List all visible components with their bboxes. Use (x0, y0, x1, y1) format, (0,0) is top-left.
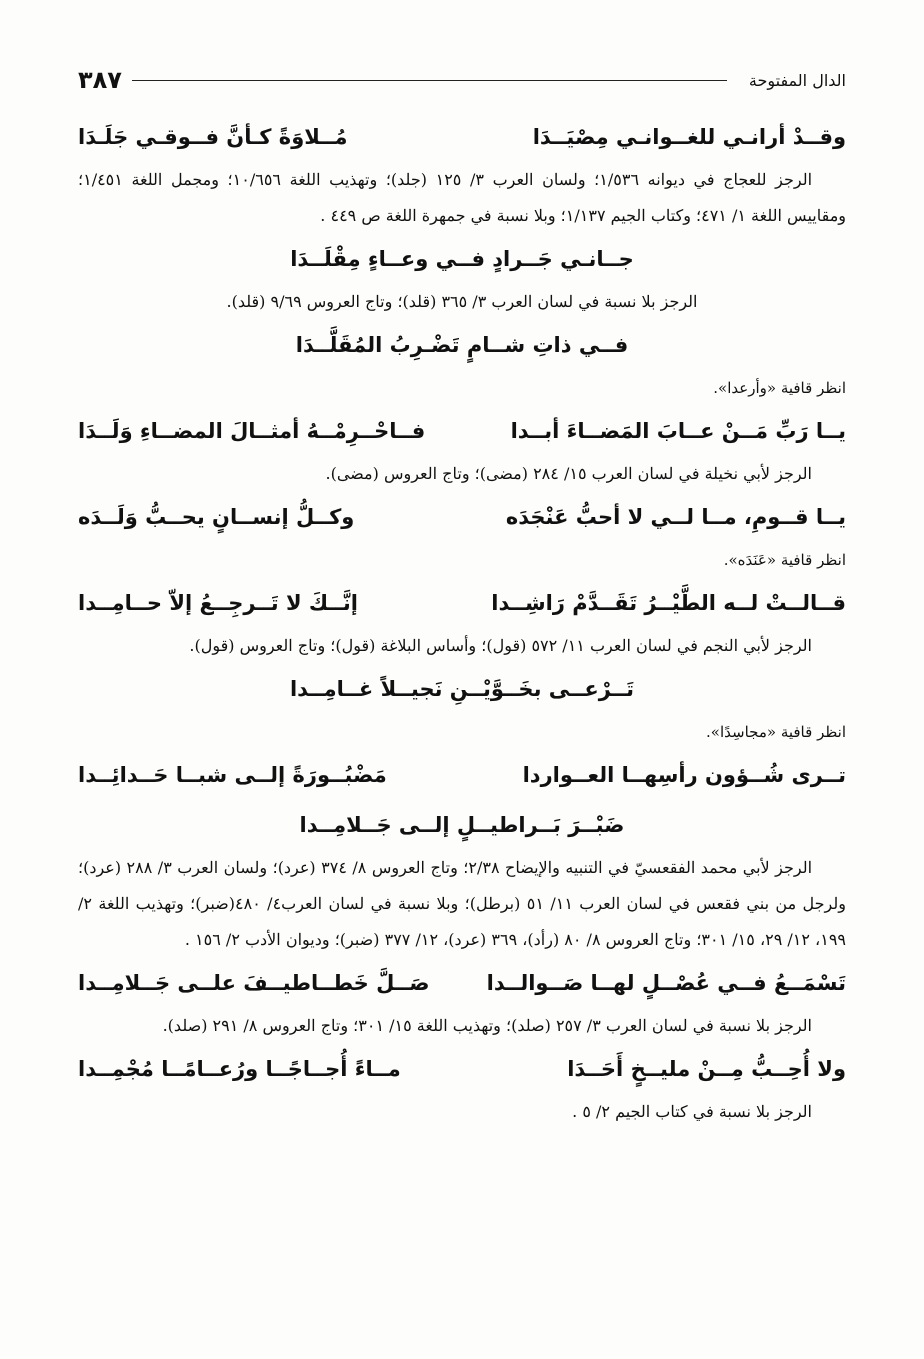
verse-second-hemistich: مــاءً أُجــاجًــا ورُعــامًــا مُجْمِــدا (78, 1057, 401, 1081)
verse-line (78, 1044, 846, 1094)
verse-line-centered: ضَبْــرَ بَــراطيــلٍ إلــى جَــلامِــدا (299, 813, 625, 837)
verse-first-hemistich: ولا أُحِــبُّ مِــنْ مليــخٍ أَحَــدَا (567, 1057, 846, 1081)
header-rule (132, 80, 727, 81)
verse-line (78, 492, 846, 542)
verse-line (78, 578, 846, 628)
source-note: الرجز بلا نسبة في لسان العرب ٣/ ٢٥٧ (صلد)؛ وتهذيب اللغة ١٥/ ٣٠١؛ وتاج العروس ٨/ ٢٩١ (صلد). (162, 1016, 812, 1035)
cross-reference: انظر قافية «وأرعدا». (713, 379, 846, 397)
verse-line (78, 750, 846, 800)
verse-second-hemistich: مَضْبُــورَةً إلــى شبــا حَــدائِــدا (78, 763, 387, 787)
verse-second-hemistich: إنَّــكَ لا تَــرجِــعُ إلاّ حــامِــدا (78, 591, 358, 615)
verse-line (78, 112, 846, 162)
cross-reference: انظر قافية «مجاسِدًا». (706, 723, 846, 741)
verse-first-hemistich: وقــدْ أرانـي للغــوانـي مِصْيَــدَا (532, 125, 846, 149)
verse-line-centered: جــانـي جَــرادٍ فــي وعــاءٍ مِقْلَــدَا (290, 247, 634, 271)
verse-line (78, 958, 846, 1008)
source-note: الرجز لأبي محمد الفقعسيّ في التنبيه والإيضاح ٢/٣٨؛ وتاج العروس ٨/ ٣٧٤ (عرد)؛ ولسان العرب ٣/ ٢٨٨ (عرد)؛ ولرجل من بني فقعس في لسان العرب ١١/ ٥١ (برطل)؛ وبلا نسبة في لسان العرب٤/ ٤٨٠(ضبر)؛ وتهذيب اللغة ٢/ ١٩٩، ١٢/ ٢٩، ١٥/ ٣٠١؛ وتاج العروس ٨/ ٨٠ (رأد)، ٣٦٩ (عرد)، ١٢/ ٣٧٧ (ضبر)؛ وديوان الأدب ٢/ ١٥٦ . (78, 858, 846, 949)
verse-second-hemistich: وكــلُّ إنســانٍ يحــبُّ وَلَــدَه (78, 505, 355, 529)
verse-first-hemistich: يــا قــومِ، مــا لــي لا أحبُّ عَنْجَدَه (505, 505, 846, 529)
verse-line-centered: فــي ذاتِ شــامٍ تَضْـرِبُ المُقَلَّــدَا (295, 333, 629, 357)
cross-reference: انظر قافية «عَنَدَه». (723, 551, 846, 569)
verse-first-hemistich: يــا رَبِّ مَــنْ عــابَ المَضــاءَ أبــدا (510, 419, 846, 443)
verse-line-centered: تَــرْعــى بخَــوَّيْــنِ نَجيــلاً غــامِــدا (289, 677, 635, 701)
verse-first-hemistich: تــرى شُــؤون رأسِهــا العــواردا (522, 763, 846, 787)
verse-line (78, 406, 846, 456)
verse-first-hemistich: تَسْمَــعُ فــي عُصْــلٍ لهــا صَــوالــدا (486, 971, 846, 995)
source-note: الرجز للعجاج في ديوانه ١/٥٣٦؛ ولسان العرب ٣/ ١٢٥ (جلد)؛ وتهذيب اللغة ١٠/٦٥٦؛ ومجمل اللغة ١/٤٥١؛ ومقاييس اللغة ١/ ٤٧١؛ وكتاب الجيم ١/١٣٧؛ وبلا نسبة في جمهرة اللغة ص ٤٤٩ . (78, 170, 846, 225)
page-body (78, 112, 846, 1130)
page-header (78, 60, 846, 100)
source-note: الرجز لأبي نخيلة في لسان العرب ١٥/ ٢٨٤ (مضى)؛ وتاج العروس (مضى). (325, 464, 812, 483)
verse-first-hemistich: قــالــتْ لــه الطَّيْــرُ تَقَــدَّمْ رَاشِــدا (491, 591, 846, 615)
verse-second-hemistich: فــاحْــرِمْــهُ أمثــالَ المضــاءِ وَلَــدَا (78, 419, 426, 443)
verse-second-hemistich: صَــلَّ خَطــاطيــفَ علــى جَــلامِــدا (78, 971, 430, 995)
source-note: الرجز لأبي النجم في لسان العرب ١١/ ٥٧٢ (قول)؛ وأساس البلاغة (قول)؛ وتاج العروس (قول). (189, 636, 812, 655)
source-note: الرجز بلا نسبة في كتاب الجيم ٢/ ٥ . (572, 1102, 812, 1121)
chapter-title: الدال المفتوحة (748, 70, 846, 90)
source-note: الرجز بلا نسبة في لسان العرب ٣/ ٣٦٥ (قلد)؛ وتاج العروس ٩/٦٩ (قلد). (226, 292, 698, 311)
page-number: ٣٨٧ (78, 66, 122, 94)
verse-second-hemistich: مُــلاوَةً كـأنَّ فــوقـي جَلَـدَا (78, 125, 348, 149)
